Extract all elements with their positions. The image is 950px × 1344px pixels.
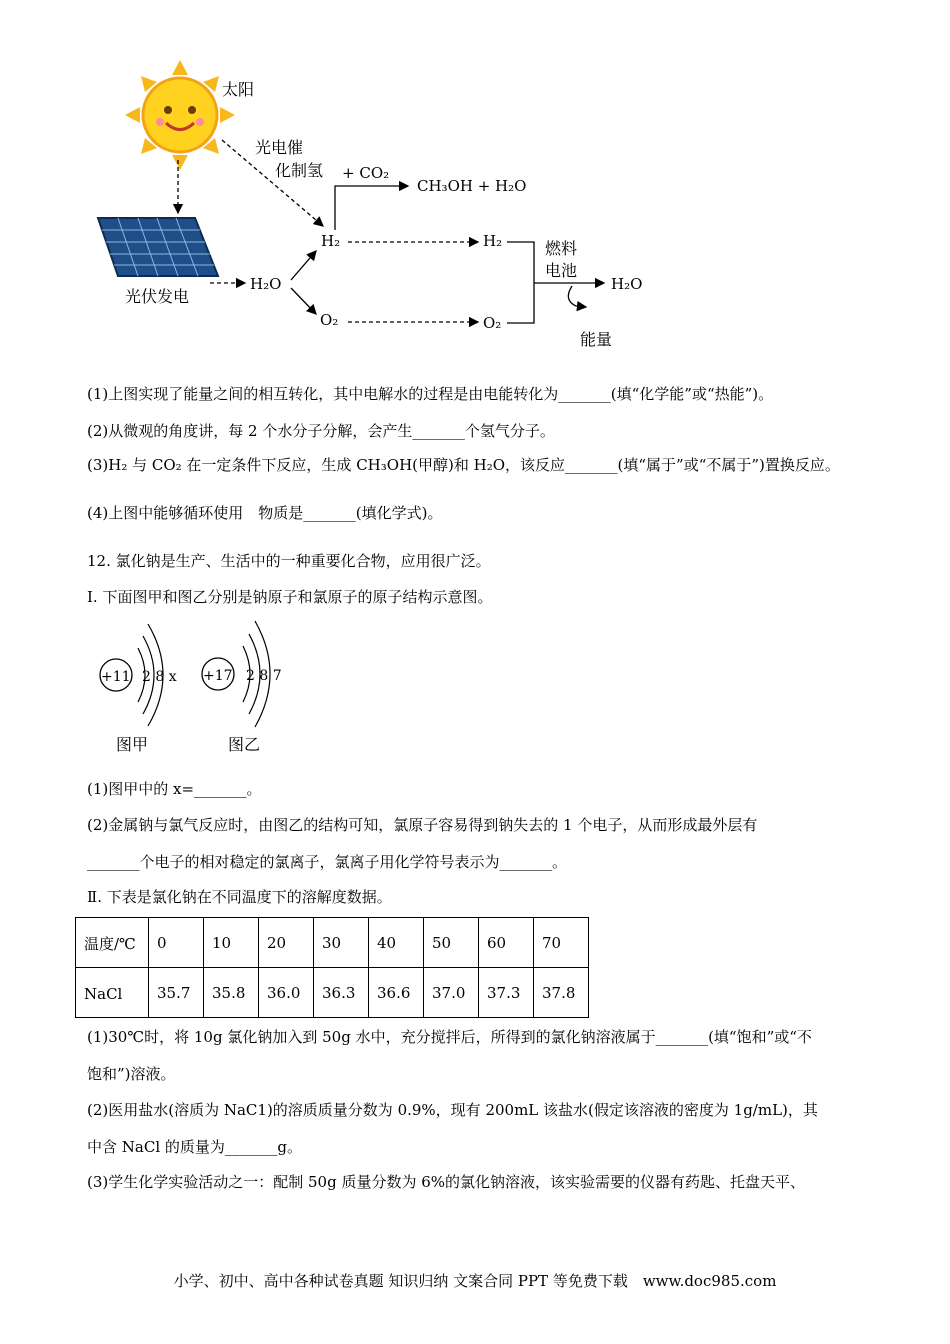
table-cell: 40 (369, 918, 424, 968)
table-cell: 10 (204, 918, 259, 968)
question-11-2: (2)从微观的角度讲，每 2 个水分子分解，会产生_______个氢气分子。 (87, 422, 555, 440)
question-12-2-1-line1: (1)30℃时，将 10g 氯化钠加入到 50g 水中，充分搅拌后，所得到的氯化钠溶液属于_______(填“饱和”或“不 (87, 1028, 812, 1046)
energy-conversion-diagram (0, 0, 950, 360)
solubility-table (75, 917, 589, 1018)
fuel-cell-label-line1: 燃料 (545, 239, 578, 258)
table-row (76, 968, 589, 1018)
question-12-2-1-line2: 饱和”)溶液。 (87, 1065, 176, 1083)
table-cell: 70 (534, 918, 589, 968)
table-header-label: 温度/℃ (76, 918, 149, 968)
table-cell: 36.6 (369, 968, 424, 1018)
energy-label: 能量 (580, 330, 613, 349)
table-cell: 35.8 (204, 968, 259, 1018)
water-left: H₂O (250, 275, 282, 293)
sodium-nucleus: +11 (101, 669, 131, 685)
table-cell: 37.3 (479, 968, 534, 1018)
water-right: H₂O (611, 275, 643, 293)
table-cell: 60 (479, 918, 534, 968)
page-footer: 小学、初中、高中各种试卷真题 知识归纳 文案合同 PPT 等免费下载 www.doc985.com (173, 1272, 777, 1290)
table-cell: 30 (314, 918, 369, 968)
table-cell: 36.0 (259, 968, 314, 1018)
question-12-2-2-line2: 中含 NaCl 的质量为_______g。 (87, 1138, 302, 1156)
table-cell: 20 (259, 918, 314, 968)
atom-structure-diagrams (0, 600, 400, 770)
table-cell: 36.3 (314, 968, 369, 1018)
fuel-cell-label-line2: 电池 (545, 261, 578, 280)
table-cell: 35.7 (149, 968, 204, 1018)
oxygen-left: O₂ (320, 311, 339, 329)
table-cell: 50 (424, 918, 479, 968)
oxygen-right: O₂ (483, 314, 502, 332)
solar-panel-icon (98, 218, 218, 276)
question-11-4: (4)上图中能够循环使用 物质是_______(填化学式)。 (87, 504, 443, 522)
chlorine-nucleus: +17 (203, 668, 233, 684)
question-11-1: (1)上图实现了能量之间的相互转化，其中电解水的过程是由电能转化为_______(填“化学能”或“热能”)。 (87, 385, 774, 403)
table-row (76, 918, 589, 968)
table-cell: 0 (149, 918, 204, 968)
question-12-title: 12. 氯化钠是生产、生活中的一种重要化合物，应用很广泛。 (87, 552, 491, 570)
part-1-heading: Ⅰ. 下面图甲和图乙分别是钠原子和氯原子的原子结构示意图。 (87, 588, 493, 606)
chlorine-shells: 2 8 7 (246, 668, 282, 684)
question-11-3: (3)H₂ 与 CO₂ 在一定条件下反应，生成 CH₃OH(甲醇)和 H₂O，该反应_______(填“属于”或“不属于”)置换反应。 (87, 456, 840, 474)
question-12-2-2-line1: (2)医用盐水(溶质为 NaC1)的溶质质量分数为 0.9%，现有 200mL 该盐水(假定该溶液的密度为 1g/mL)，其 (87, 1101, 818, 1119)
question-12-2-3-line1: (3)学生化学实验活动之一：配制 50g 质量分数为 6%的氯化钠溶液，该实验需要的仪器有药匙、托盘天平、 (87, 1173, 806, 1191)
sodium-atom-diagram (100, 624, 177, 754)
chlorine-atom-diagram (202, 621, 282, 754)
plus-co2: + CO₂ (342, 164, 390, 182)
figure-jia-caption: 图甲 (116, 735, 149, 754)
part-2-heading: Ⅱ. 下表是氯化钠在不同温度下的溶解度数据。 (87, 888, 392, 906)
table-cell: 37.8 (534, 968, 589, 1018)
sun-label: 太阳 (222, 80, 255, 99)
hydrogen-left: H₂ (321, 232, 341, 250)
table-row-label: NaCl (76, 968, 149, 1018)
photocatalysis-label-line2: 化制氢 (275, 161, 324, 180)
photocatalysis-label-line1: 光电催 (255, 138, 304, 157)
hydrogen-right: H₂ (483, 232, 503, 250)
methanol-product: CH₃OH + H₂O (417, 177, 527, 195)
table-cell: 37.0 (424, 968, 479, 1018)
sodium-shells: 2 8 x (142, 669, 177, 685)
question-12-1-1: (1)图甲中的 x=_______。 (87, 780, 262, 798)
sun-icon (125, 60, 235, 170)
figure-yi-caption: 图乙 (228, 735, 261, 754)
question-12-1-2-line2: _______个电子的相对稳定的氯离子，氯离子用化学符号表示为_______。 (87, 853, 568, 871)
pv-label: 光伏发电 (125, 287, 190, 306)
question-12-1-2-line1: (2)金属钠与氯气反应时，由图乙的结构可知，氯原子容易得到钠失去的 1 个电子，从而形成最外层有 (87, 816, 758, 834)
